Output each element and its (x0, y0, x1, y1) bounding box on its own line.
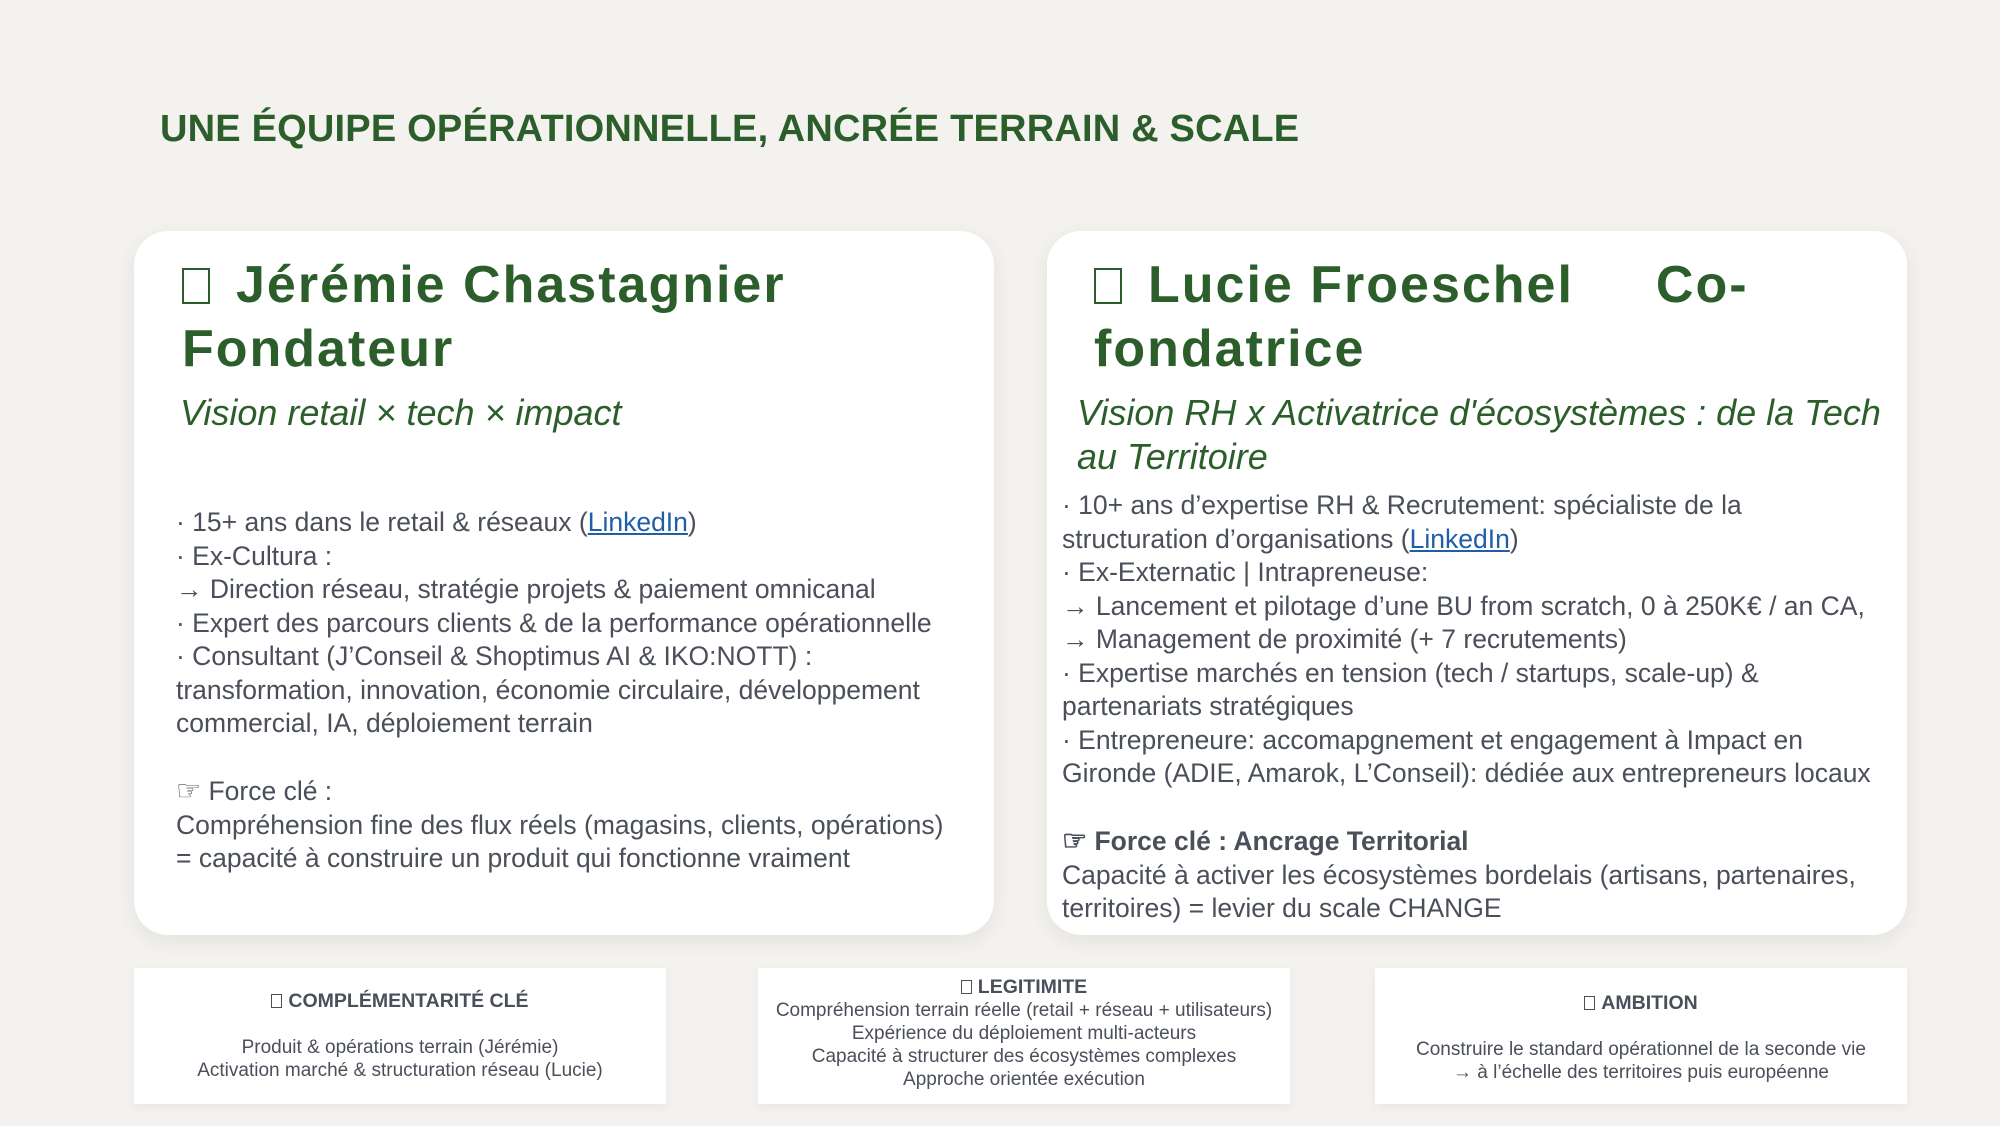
cofounder-role-part2: fondatrice (1094, 320, 1366, 378)
key-strength-heading: ☞ Force clé : Ancrage Territorial (1062, 825, 1469, 856)
bio-line: structuration d’organisations (LinkedIn) (1062, 523, 1519, 554)
legitimacy-card (758, 968, 1290, 1104)
bio-line: → Management de proximité (+ 7 recrutements) (1062, 624, 1627, 654)
bio-line: → Lancement et pilotage d’une BU from scratch, 0 à 250K€ / an CA, (1062, 590, 1865, 621)
box-icon (271, 994, 282, 1008)
linkedin-link[interactable]: LinkedIn (1409, 523, 1510, 554)
bio-line: · Consultant (J’Conseil & Shoptimus AI & IKO:NOTT) : (176, 641, 813, 671)
box-icon (1584, 996, 1595, 1010)
bio-line: · Entrepreneure: accomapgnement et engagement à Impact en (1062, 724, 1803, 755)
bio-line: · Expert des parcours clients & de la performance opérationnelle (176, 607, 932, 638)
founder-tagline: Vision retail × tech × impact (180, 392, 622, 433)
bio-line: · Ex-Cultura : (176, 540, 333, 571)
founder-bio (176, 506, 943, 876)
founder-name-block (182, 253, 982, 381)
box-icon (182, 268, 210, 304)
ambition-title: AMBITION (1375, 992, 1907, 1015)
bio-line: · Ex-Externatic | Intrapreneuse: (1062, 557, 1429, 587)
cofounder-role-part1: Co- (1655, 256, 1749, 314)
page-title: UNE ÉQUIPE OPÉRATIONNELLE, ANCRÉE TERRAIN & SCALE (160, 108, 1300, 150)
legitimacy-line: Expérience du déploiement multi-acteurs (851, 1023, 1197, 1044)
cofounder-card (1047, 231, 1907, 935)
complementarity-line: Produit & opérations terrain (Jérémie) (241, 1037, 559, 1058)
cofounder-name: Lucie Froeschel (1148, 256, 1574, 314)
box-icon (961, 980, 972, 994)
legitimacy-line: Capacité à structurer des écosystèmes complexes (811, 1046, 1237, 1067)
bio-line: = capacité à construire un produit qui fonctionne vraiment (176, 843, 850, 873)
complementarity-card (134, 968, 666, 1104)
pointing-hand-icon: ☞ (176, 775, 202, 806)
bio-line: Capacité à activer les écosystèmes bordelais (artisans, partenaires, (1062, 859, 1856, 890)
bio-line: transformation, innovation, économie circulaire, développement (176, 674, 920, 705)
complementarity-line: Activation marché & structuration réseau (Lucie) (197, 1060, 603, 1081)
bio-line: → Direction réseau, stratégie projets & paiement omnicanal (176, 574, 876, 604)
legitimacy-line: Compréhension terrain réelle (retail + réseau + utilisateurs) (775, 1000, 1273, 1021)
bio-line: Compréhension fine des flux réels (magasins, clients, opérations) (176, 809, 944, 840)
bio-line: commercial, IA, déploiement terrain (176, 708, 593, 738)
bio-line: · Expertise marchés en tension (tech / startups, scale-up) & (1062, 657, 1759, 688)
founder-name: Jérémie Chastagnier (236, 256, 786, 314)
cofounder-bio (1062, 489, 1871, 926)
legitimacy-line: Approche orientée exécution (903, 1069, 1145, 1090)
bio-line: Gironde (ADIE, Amarok, L’Conseil): dédiée aux entrepreneurs locaux (1062, 758, 1871, 788)
ambition-card (1375, 968, 1907, 1104)
pointing-hand-icon: ☞ (1062, 825, 1088, 856)
cofounder-name-block (1094, 253, 1894, 381)
cofounder-tagline: Vision RH x Activatrice d'écosystèmes : de la Tech au Territoire (1077, 392, 1881, 477)
founder-role: Fondateur (182, 320, 455, 378)
linkedin-link[interactable]: LinkedIn (587, 507, 688, 537)
complementarity-title: COMPLÉMENTARITÉ CLÉ (134, 990, 666, 1013)
founder-card (134, 231, 994, 935)
box-icon (1094, 268, 1122, 304)
bio-line: partenariats stratégiques (1062, 691, 1354, 721)
bio-line: territoires) = levier du scale CHANGE (1062, 893, 1502, 923)
bio-line: · 10+ ans d’expertise RH & Recrutement: spécialiste de la (1062, 490, 1742, 520)
ambition-line: → à l’échelle des territoires puis européenne (1453, 1062, 1829, 1083)
bio-line: · 15+ ans dans le retail & réseaux (LinkedIn) (176, 507, 697, 537)
legitimacy-title: LEGITIMITE (758, 976, 1290, 999)
ambition-line: Construire le standard opérationnel de la seconde vie (1416, 1039, 1866, 1060)
key-strength-heading: ☞ Force clé : (176, 775, 333, 806)
